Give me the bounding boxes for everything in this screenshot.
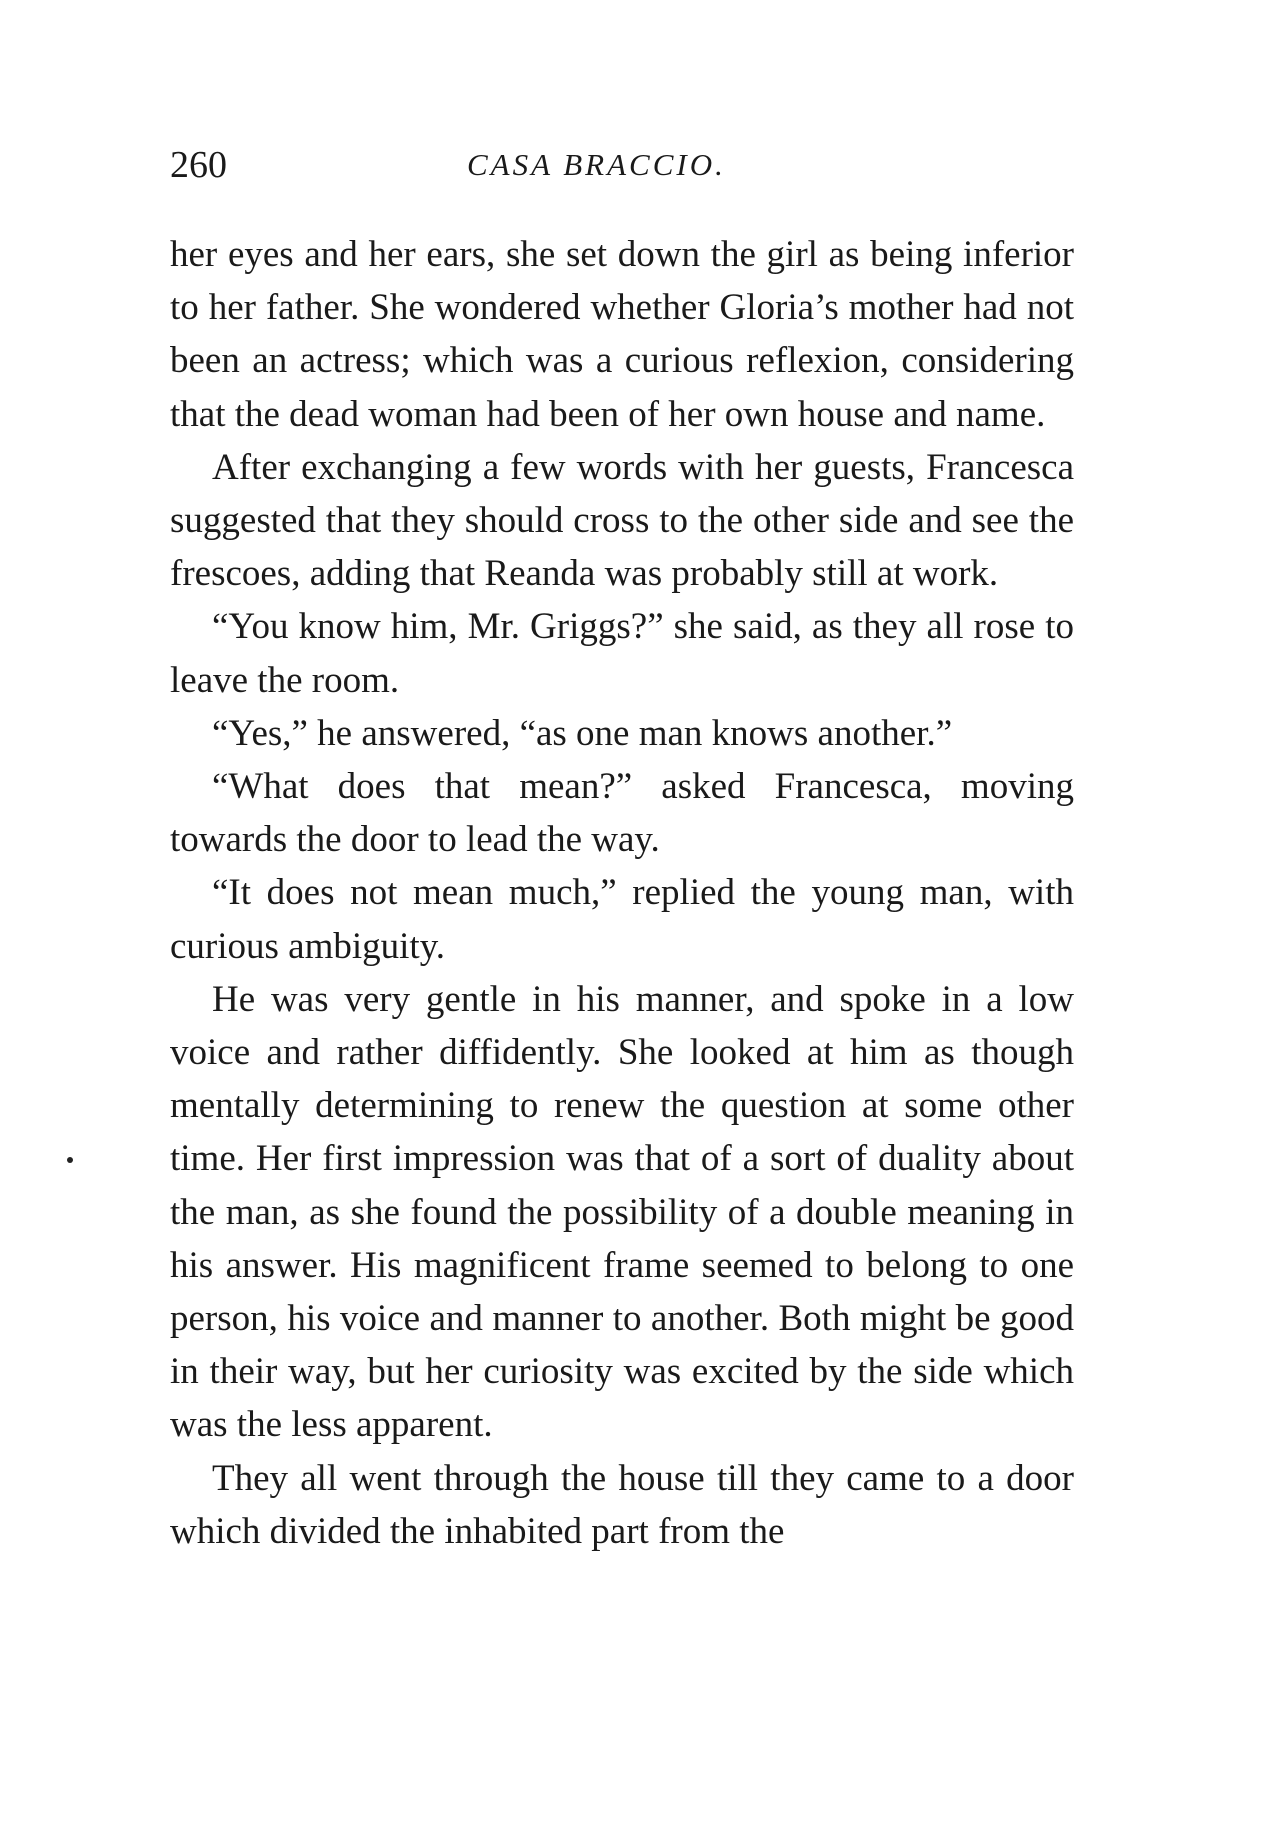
paragraph: “What does that mean?” asked Francesca, moving towards the door to lead the way. xyxy=(170,766,1074,861)
ink-speck xyxy=(67,1157,73,1163)
paragraph: “It does not mean much,” replied the young man, with curious ambiguity. xyxy=(170,872,1074,967)
page-header xyxy=(170,140,1070,190)
paragraph: “You know him, Mr. Griggs?” she said, as they all rose to leave the room. xyxy=(170,606,1074,701)
paragraph: They all went through the house till they came to a door which divided the inhabited part from the xyxy=(170,1457,1074,1552)
page-number: 260 xyxy=(170,144,227,186)
paragraph: “Yes,” he answered, “as one man knows another.” xyxy=(212,712,953,754)
body-text xyxy=(170,228,1074,1558)
running-title: CASA BRACCIO. xyxy=(467,147,726,182)
paragraph: After exchanging a few words with her guests, Francesca suggested that they should cross to the other side and see the frescoes, adding that Reanda was probably still at work. xyxy=(170,446,1074,595)
paragraph: He was very gentle in his manner, and spoke in a low voice and rather diffidently. She looked at him as though mentally determining to renew the question at some other time. Her first impression was that of a sort of duality about the man, as she found the possibility of a double meaning in his answer. His magnificent frame seemed to belong to one person, his voice and manner to another. Both might be good in their way, but her curiosity was excited by the side which was the less apparent. xyxy=(170,978,1074,1446)
paragraph-continued: her eyes and her ears, she set down the girl as being inferior to her father. She wondered whether Gloria’s mother had not been an actress; which was a curious reflexion, considering that the dead woman had been of her own house and name. xyxy=(170,234,1074,435)
